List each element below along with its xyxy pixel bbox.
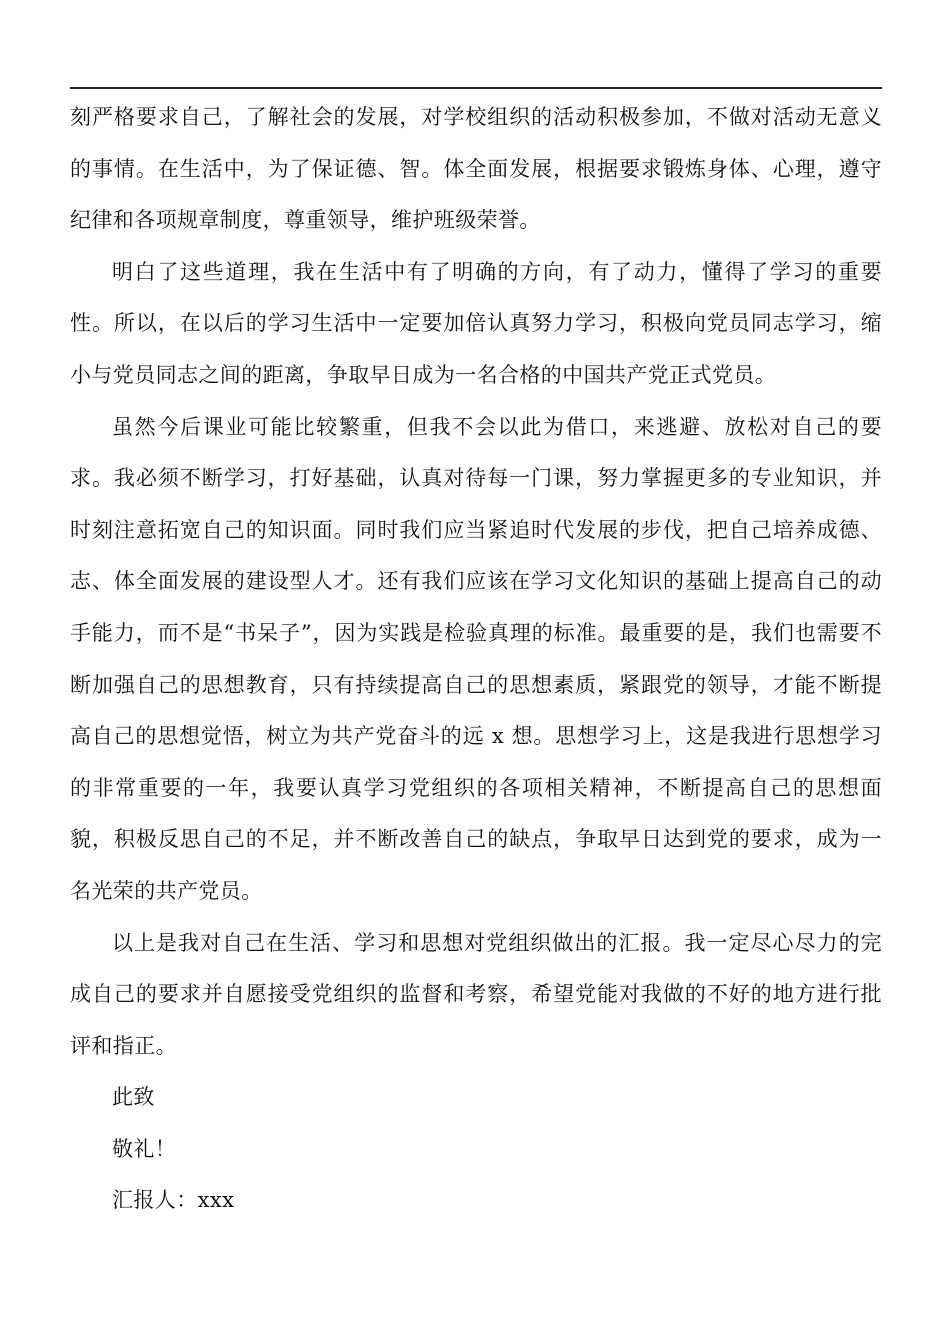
header-rule (70, 87, 882, 89)
paragraph-summary: 以上是我对自己在生活、学习和思想对党组织做出的汇报。我一定尽心尽力的完成自己的要求并自愿接受党组织的监督和考察，希望党能对我做的不好的地方进行批评和指正。 (70, 930, 882, 1058)
signature-line: 汇报人：xxx (112, 1188, 235, 1213)
closing-salutation: 此致 (112, 1085, 155, 1110)
paragraph-continued: 刻严格要求自己，了解社会的发展，对学校组织的活动积极参加，不做对活动无意义的事情。在生活中，为了保证德、智。体全面发展，根据要求锻炼身体、心理，遵守纪律和各项规章制度，尊重领导，维护班级荣誉。 (70, 105, 882, 233)
paragraph-study-plan: 虽然今后课业可能比较繁重，但我不会以此为借口，来逃避、放松对自己的要求。我必须不断学习，打好基础，认真对待每一门课，努力掌握更多的专业知识，并时刻注意拓宽自己的知识面。同时我们应当紧追时代发展的步伐，把自己培养成德、志、体全面发展的建设型人才。还有我们应该在学习文化知识的基础上提高自己的动手能力，而不是“书呆子”，因为实践是检验真理的标准。最重要的是，我们也需要不断加强自己的思想教育，只有持续提高自己的思想素质，紧跟党的领导，才能不断提高自己的思想觉悟，树立为共产党奋斗的远 x 想。思想学习上，这是我进行思想学习的非常重要的一年，我要认真学习党组织的各项相关精神，不断提高自己的思想面貌，积极反思自己的不足，并不断改善自己的缺点，争取早日达到党的要求，成为一名光荣的共产党员。 (70, 414, 882, 903)
document-body (70, 92, 882, 1227)
closing-regards: 敬礼！ (112, 1136, 177, 1161)
paragraph-direction: 明白了这些道理，我在生活中有了明确的方向，有了动力，懂得了学习的重要性。所以，在以后的学习生活中一定要加倍认真努力学习，积极向党员同志学习，缩小与党员同志之间的距离，争取早日成为一名合格的中国共产党正式党员。 (70, 259, 882, 387)
